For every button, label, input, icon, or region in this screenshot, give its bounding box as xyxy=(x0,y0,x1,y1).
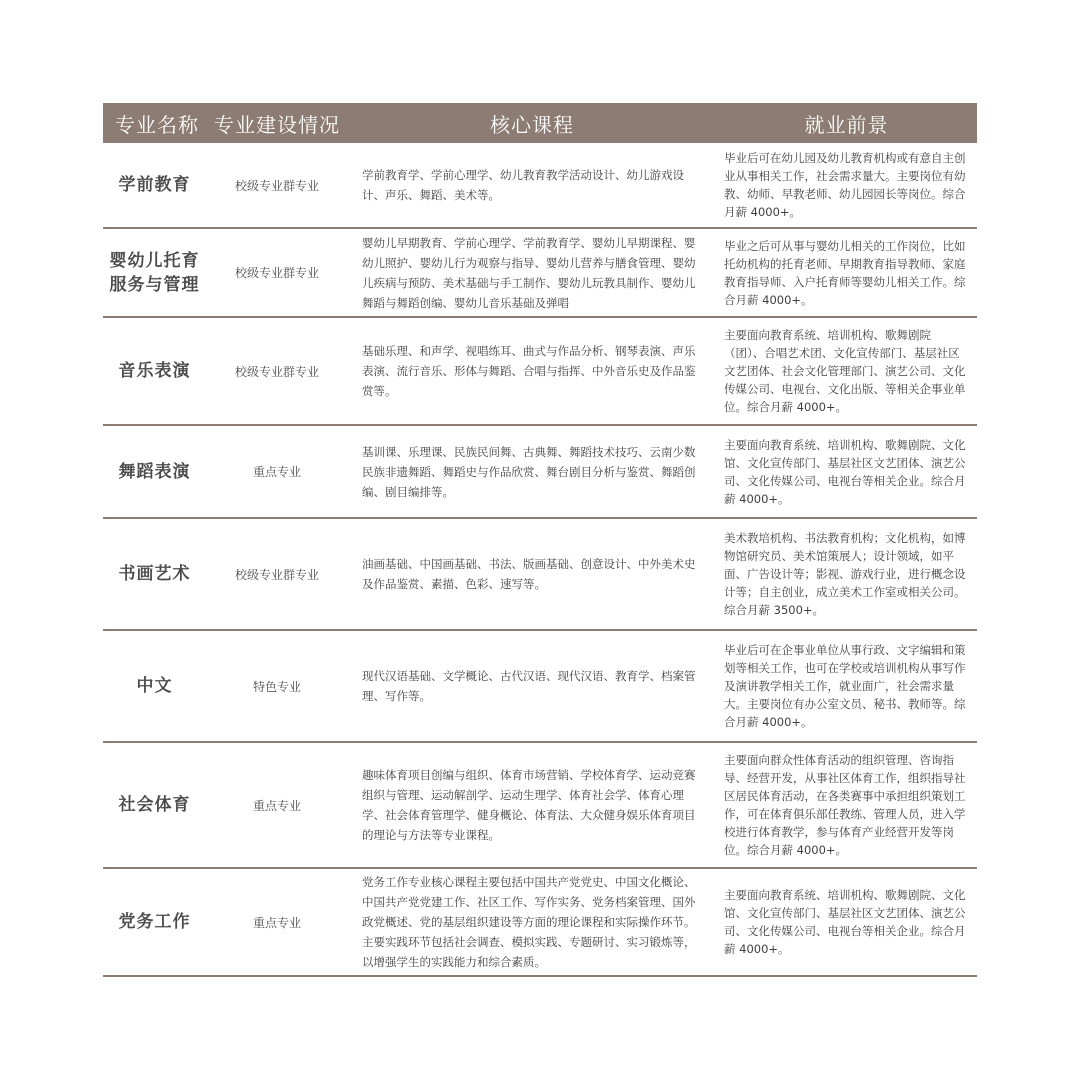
construction-status: 校级专业群专业 xyxy=(206,518,348,630)
table-header-row xyxy=(103,103,977,143)
table-row xyxy=(103,630,977,742)
core-courses: 基训课、乐理课、民族民间舞、古典舞、舞蹈技术技巧、云南少数民族非遗舞蹈、舞蹈史与作品欣赏、舞台剧目分析与鉴赏、舞蹈创编、剧目编排等。 xyxy=(348,425,716,518)
header-major-name: 专业名称 xyxy=(103,103,206,143)
construction-status: 特色专业 xyxy=(206,630,348,742)
table-row xyxy=(103,868,977,976)
construction-status: 校级专业群专业 xyxy=(206,317,348,425)
core-courses: 现代汉语基础、文学概论、古代汉语、现代汉语、教育学、档案管理、写作等。 xyxy=(348,630,716,742)
major-name-line: 服务与管理 xyxy=(109,274,200,295)
header-construction-status: 专业建设情况 xyxy=(206,103,348,143)
career-prospects: 主要面向教育系统、培训机构、歌舞剧院、文化馆、文化宣传部门、基层社区文艺团体、演艺公司、文化传媒公司、电视台等相关企业。综合月薪 4000+。 xyxy=(716,868,977,976)
table-row xyxy=(103,143,977,228)
table-row xyxy=(103,228,977,317)
header-core-courses: 核心课程 xyxy=(348,103,716,143)
major-name: 党务工作 xyxy=(103,868,206,976)
table-row xyxy=(103,425,977,518)
construction-status: 校级专业群专业 xyxy=(206,143,348,228)
career-prospects: 主要面向教育系统、培训机构、歌舞剧院（团）、合唱艺术团、文化宣传部门、基层社区文艺团体、社会文化管理部门、演艺公司、文化传媒公司、电视台、文化出版、等相关企事业单位。综合月薪 4000+。 xyxy=(716,317,977,425)
major-name: 音乐表演 xyxy=(103,317,206,425)
construction-status: 校级专业群专业 xyxy=(206,228,348,317)
majors-table-container xyxy=(103,103,977,977)
construction-status: 重点专业 xyxy=(206,868,348,976)
major-name xyxy=(103,228,206,317)
core-courses: 油画基础、中国画基础、书法、版画基础、创意设计、中外美术史及作品鉴赏、素描、色彩、速写等。 xyxy=(348,518,716,630)
construction-status: 重点专业 xyxy=(206,742,348,868)
major-name: 书画艺术 xyxy=(103,518,206,630)
major-name: 舞蹈表演 xyxy=(103,425,206,518)
core-courses: 基础乐理、和声学、视唱练耳、曲式与作品分析、钢琴表演、声乐表演、流行音乐、形体与舞蹈、合唱与指挥、中外音乐史及作品鉴赏等。 xyxy=(348,317,716,425)
major-name: 中文 xyxy=(103,630,206,742)
core-courses: 婴幼儿早期教育、学前心理学、学前教育学、婴幼儿早期课程、婴幼儿照护、婴幼儿行为观察与指导、婴幼儿营养与膳食管理、婴幼儿疾病与预防、美术基础与手工制作、婴幼儿玩教具制作、婴幼儿舞蹈与舞蹈创编、婴幼儿音乐基础及弹唱 xyxy=(348,228,716,317)
career-prospects: 毕业后可在幼儿园及幼儿教育机构或有意自主创业从事相关工作，社会需求量大。主要岗位有幼教、幼师、早教老师、幼儿园园长等岗位。综合月薪 4000+。 xyxy=(716,143,977,228)
career-prospects: 主要面向群众性体育活动的组织管理、咨询指导、经营开发，从事社区体育工作，组织指导社区居民体育活动，在各类赛事中承担组织策划工作，可在体育俱乐部任教练、管理人员，进入学校进行体育教学，参与体育产业经营开发等岗位。综合月薪 4000+。 xyxy=(716,742,977,868)
majors-table xyxy=(103,103,977,977)
major-name: 学前教育 xyxy=(103,143,206,228)
core-courses: 趣味体育项目创编与组织、体育市场营销、学校体育学、运动竞赛组织与管理、运动解剖学、运动生理学、体育社会学、体育心理学、社会体育管理学、健身概论、体育法、大众健身娱乐体育项目的理论与方法等专业课程。 xyxy=(348,742,716,868)
career-prospects: 毕业后可在企事业单位从事行政、文字编辑和策划等相关工作，也可在学校或培训机构从事写作及演讲教学相关工作，就业面广，社会需求量大。主要岗位有办公室文员、秘书、教师等。综合月薪 4000+。 xyxy=(716,630,977,742)
career-prospects: 毕业之后可从事与婴幼儿相关的工作岗位，比如托幼机构的托育老师、早期教育指导教师、家庭教育指导师、入户托育师等婴幼儿相关工作。综合月薪 4000+。 xyxy=(716,228,977,317)
table-row xyxy=(103,742,977,868)
table-row xyxy=(103,317,977,425)
core-courses: 党务工作专业核心课程主要包括中国共产党党史、中国文化概论、中国共产党党建工作、社区工作、写作实务、党务档案管理、国外政党概述、党的基层组织建设等方面的理论课程和实际操作环节。主要实践环节包括社会调查、模拟实践、专题研讨、实习锻炼等，以增强学生的实践能力和综合素质。 xyxy=(348,868,716,976)
career-prospects: 美术教培机构、书法教育机构；文化机构，如博物馆研究员、美术馆策展人；设计领域，如平面、广告设计等；影视、游戏行业，进行概念设计等；自主创业，成立美术工作室或相关公司。综合月薪 3500+。 xyxy=(716,518,977,630)
construction-status: 重点专业 xyxy=(206,425,348,518)
header-career-prospects: 就业前景 xyxy=(716,103,977,143)
career-prospects: 主要面向教育系统、培训机构、歌舞剧院、文化馆、文化宣传部门、基层社区文艺团体、演艺公司、文化传媒公司、电视台等相关企业。综合月薪 4000+。 xyxy=(716,425,977,518)
table-row xyxy=(103,518,977,630)
major-name: 社会体育 xyxy=(103,742,206,868)
core-courses: 学前教育学、学前心理学、幼儿教育教学活动设计、幼儿游戏设计、声乐、舞蹈、美术等。 xyxy=(348,143,716,228)
major-name-line: 婴幼儿托育 xyxy=(109,250,200,271)
